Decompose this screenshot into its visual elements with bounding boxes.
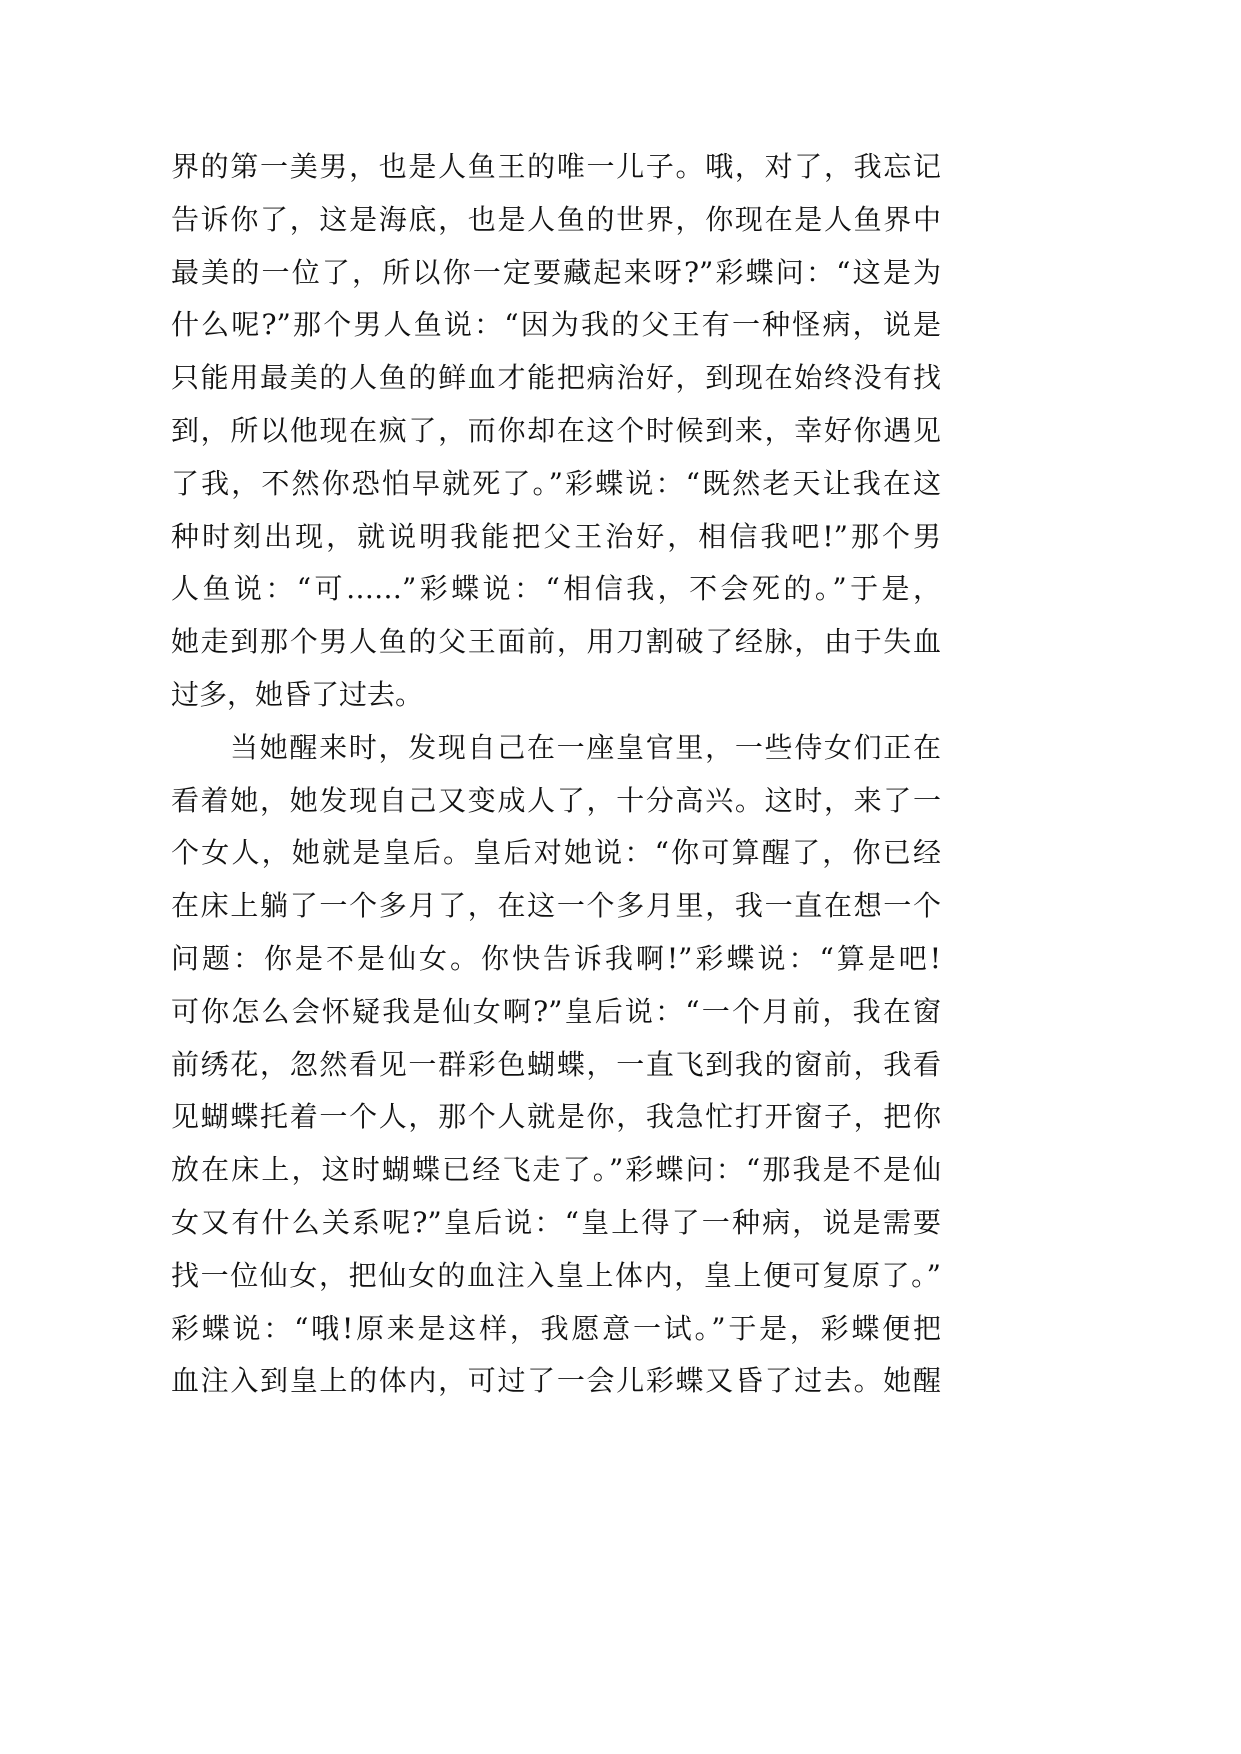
text-line: 最美的一位了，所以你一定要藏起来呀?”彩蝶问：“这是为: [171, 255, 941, 289]
text-line: 什么呢?”那个男人鱼说：“因为我的父王有一种怪病，说是: [171, 308, 941, 342]
text-line: 问题：你是不是仙女。你快告诉我啊!”彩蝶说：“算是吧!: [171, 941, 941, 975]
text-line: 告诉你了，这是海底，也是人鱼的世界，你现在是人鱼界中: [171, 202, 941, 236]
text-line: 个女人，她就是皇后。皇后对她说：“你可算醒了，你已经: [171, 836, 941, 870]
paragraph-1: [171, 141, 941, 722]
text-line: 可你怎么会怀疑我是仙女啊?”皇后说：“一个月前，我在窗: [171, 994, 941, 1028]
body-text: [171, 141, 941, 1408]
text-line: 在床上躺了一个多月了，在这一个多月里，我一直在想一个: [171, 889, 941, 923]
text-line: 血注入到皇上的体内，可过了一会儿彩蝶又昏了过去。她醒: [171, 1364, 941, 1398]
text-line: 她走到那个男人鱼的父王面前，用刀割破了经脉，由于失血: [171, 625, 941, 659]
text-line: 只能用最美的人鱼的鲜血才能把病治好，到现在始终没有找: [171, 361, 941, 395]
text-line: 界的第一美男，也是人鱼王的唯一儿子。哦，对了，我忘记: [171, 150, 941, 183]
text-line: 女又有什么关系呢?”皇后说：“皇上得了一种病，说是需要: [171, 1205, 941, 1239]
text-line: 过多，她昏了过去。: [171, 677, 424, 711]
text-line: 当她醒来时，发现自己在一座皇官里，一些侍女们正在: [230, 730, 941, 764]
paragraph-2: [171, 722, 941, 1408]
text-line: 放在床上，这时蝴蝶已经飞走了。”彩蝶问：“那我是不是仙: [171, 1153, 941, 1187]
text-line: 彩蝶说：“哦!原来是这样，我愿意一试。”于是，彩蝶便把: [171, 1311, 941, 1345]
text-line: 到，所以他现在疯了，而你却在这个时候到来，幸好你遇见: [171, 413, 941, 447]
text-line: 前绣花，忽然看见一群彩色蝴蝶，一直飞到我的窗前，我看: [171, 1047, 941, 1081]
text-line: 见蝴蝶托着一个人，那个人就是你，我急忙打开窗子，把你: [171, 1100, 941, 1134]
text-line: 人鱼说：“可……”彩蝶说：“相信我，不会死的。”于是，: [171, 572, 941, 606]
text-line: 种时刻出现，就说明我能把父王治好，相信我吧!”那个男: [171, 519, 941, 553]
text-line: 找一位仙女，把仙女的血注入皇上体内，皇上便可复原了。”: [171, 1258, 941, 1292]
text-line: 了我，不然你恐怕早就死了。”彩蝶说：“既然老天让我在这: [171, 466, 941, 500]
text-line: 看着她，她发现自己又变成人了，十分高兴。这时，来了一: [171, 783, 941, 817]
